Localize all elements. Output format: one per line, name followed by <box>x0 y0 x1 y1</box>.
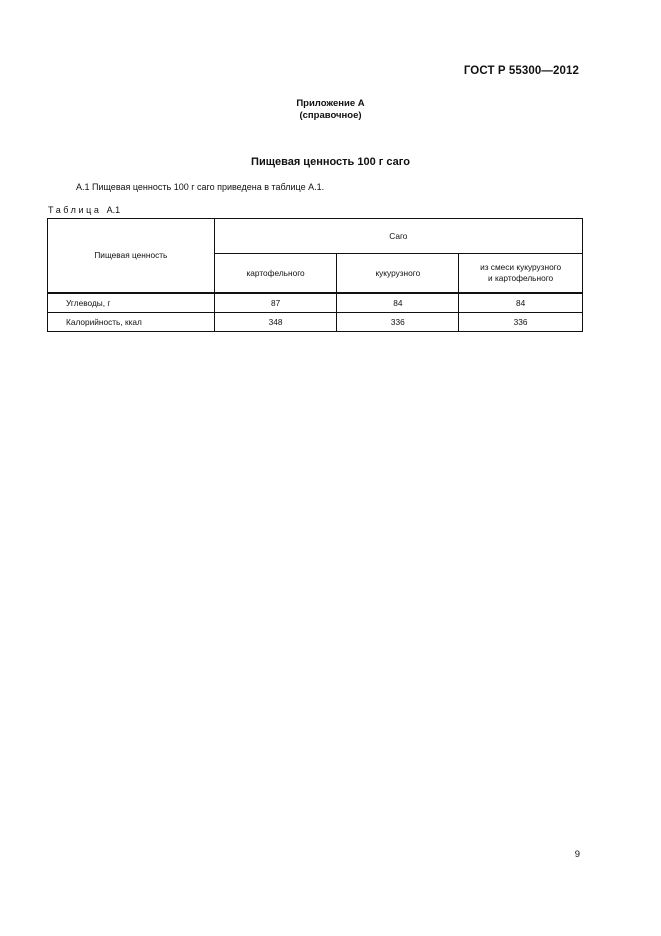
standard-id: ГОСТ Р 55300—2012 <box>463 65 579 77</box>
table-cell: 87 <box>214 293 337 313</box>
group-header-cell: Саго <box>214 219 582 254</box>
row-label: Калорийность, ккал <box>48 313 215 332</box>
appendix-title: Приложение А <box>296 98 365 109</box>
column-header: кукурузного <box>337 254 459 294</box>
appendix-note: (справочное) <box>299 110 362 121</box>
column-header-line: из смеси кукурузного <box>480 262 562 272</box>
table-caption-number: А.1 <box>106 205 121 215</box>
table-caption <box>48 205 120 215</box>
column-header: картофельного <box>214 254 337 294</box>
table-caption-word: Таблица <box>48 205 102 215</box>
table-cell: 84 <box>459 293 583 313</box>
table-cell: 336 <box>459 313 583 332</box>
table-cell: 336 <box>337 313 459 332</box>
table-header-row <box>48 219 583 254</box>
appendix-heading <box>0 98 661 122</box>
column-header-line: и картофельного <box>488 273 554 283</box>
section-title: Пищевая ценность 100 г саго <box>251 156 410 168</box>
nutrition-table <box>47 218 583 332</box>
table-cell: 84 <box>337 293 459 313</box>
row-header-cell: Пищевая ценность <box>48 219 215 294</box>
table-cell: 348 <box>214 313 337 332</box>
section-paragraph: А.1 Пищевая ценность 100 г саго приведена в таблице А.1. <box>76 182 325 192</box>
table-row <box>48 293 583 313</box>
column-header <box>459 254 583 294</box>
table-row <box>48 313 583 332</box>
row-label: Углеводы, г <box>48 293 215 313</box>
page-number: 9 <box>574 849 580 860</box>
